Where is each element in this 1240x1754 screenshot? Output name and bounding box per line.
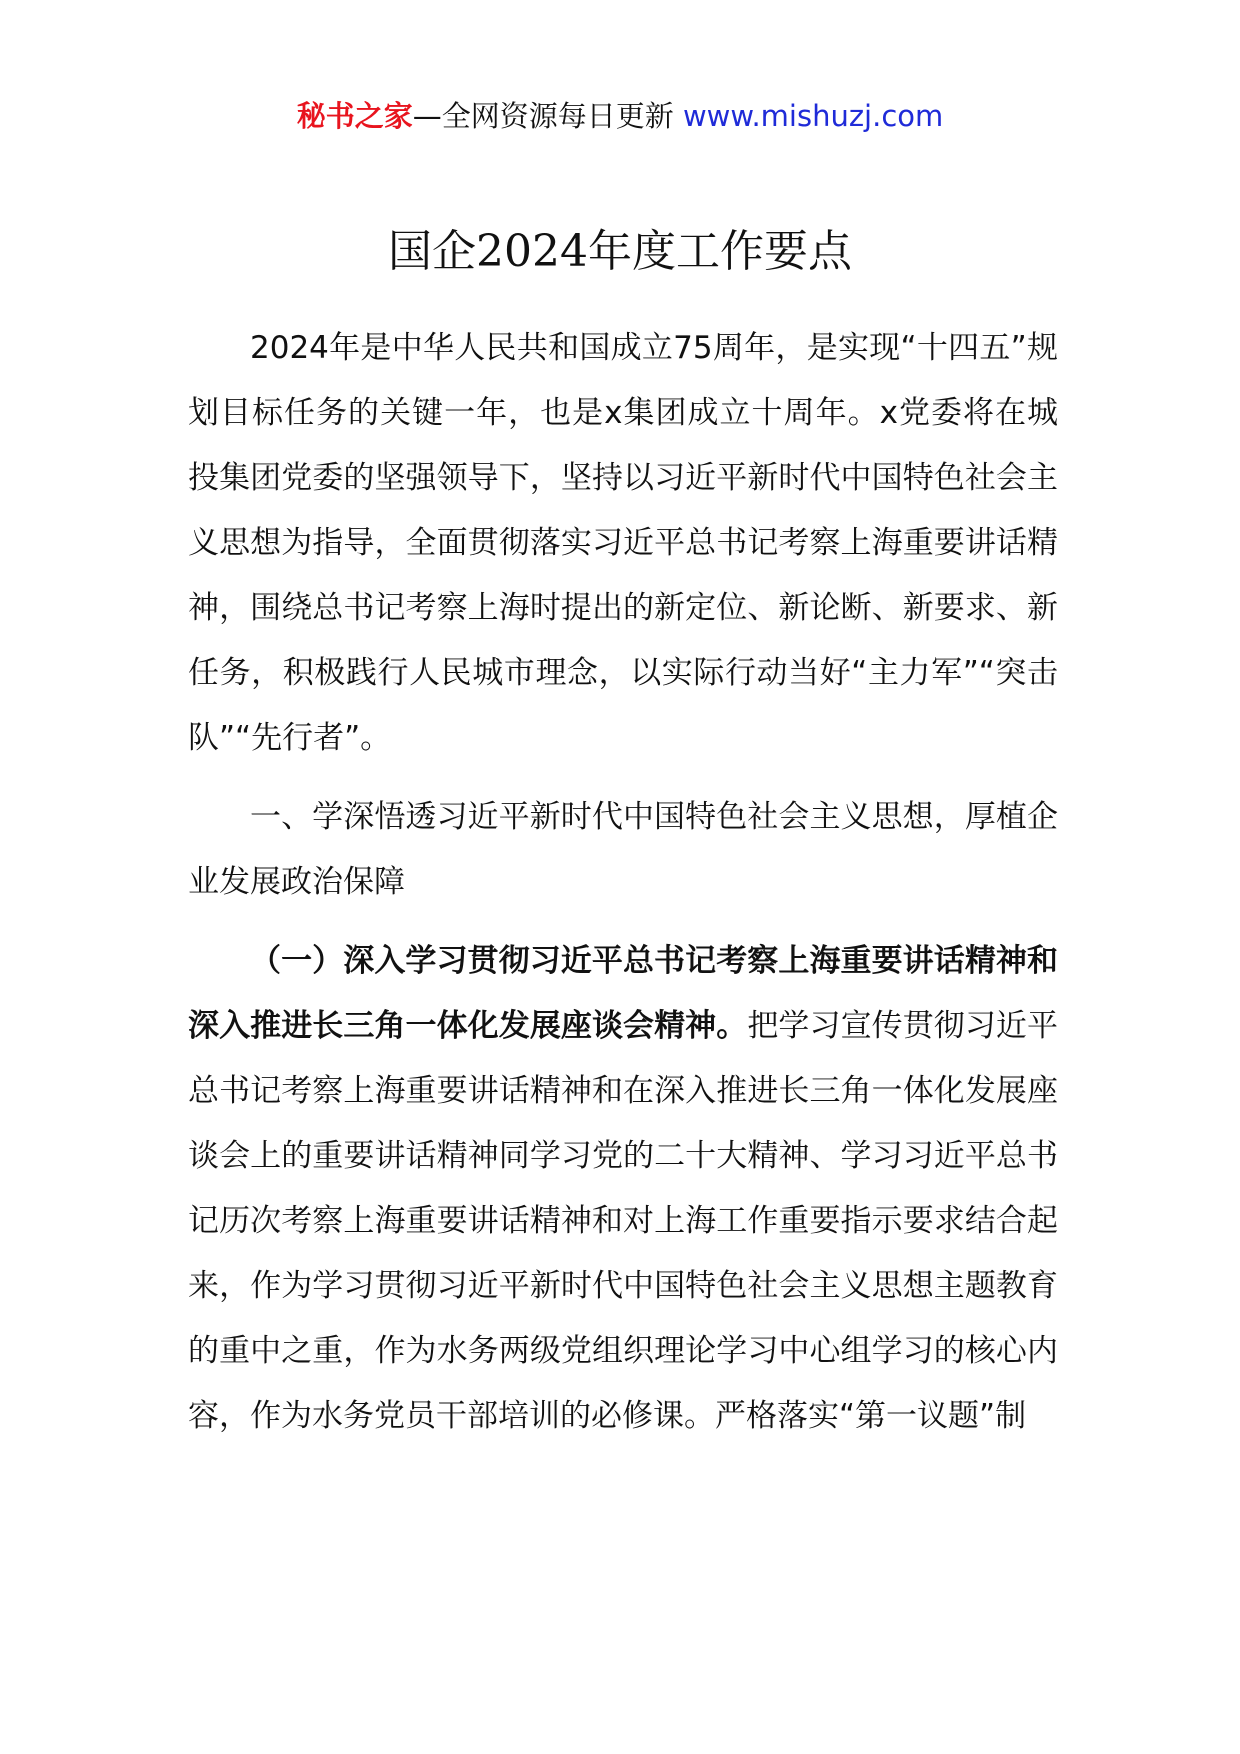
brand-name: 秘书之家 xyxy=(296,99,413,133)
intro-paragraph: 2024年是中华人民共和国成立75周年，是实现“十四五”规划目标任务的关键一年，也是x集团成立十周年。x党委将在城投集团党委的坚强领导下，坚持以习近平新时代中国特色社会主义思想为指导，全面贯彻落实习近平总书记考察上海重要讲话精神，围绕总书记考察上海时提出的新定位、新论断、新要求、新任务，积极践行人民城市理念，以实际行动当好“主力军”“突击队”“先行者”。 xyxy=(188,330,1058,756)
document-body xyxy=(188,316,1058,1449)
title-suffix: 年度工作要点 xyxy=(587,226,852,277)
subsection-1-text: 把学习宣传贯彻习近平总书记考察上海重要讲话精神和在深入推进长三角一体化发展座谈会上的重要讲话精神同学习党的二十大精神、学习习近平总书记历次考察上海重要讲话精神和对上海工作重要指示要求结合起来，作为学习贯彻习近平新时代中国特色社会主义思想主题教育的重中之重，作为水务两级党组织理论学习中心组学习的核心内容，作为水务党员干部培训的必修课。严格落实“第一议题”制 xyxy=(188,1008,1059,1434)
document-title xyxy=(0,222,1240,282)
subsection-1-bold-lead: （一）深入学习贯彻习近平总书记考察上海重要讲话精神和深入推进长三角一体化发展座谈会精神。 xyxy=(188,943,1058,1044)
site-header-banner xyxy=(0,96,1240,136)
section-1-heading: 一、学深悟透习近平新时代中国特色社会主义思想，厚植企业发展政治保障 xyxy=(188,799,1058,900)
subsection-1-paragraph xyxy=(188,929,1058,1449)
title-year: 2024 xyxy=(476,226,588,277)
title-prefix: 国企 xyxy=(388,226,476,277)
site-url-link[interactable]: www.mishuzj.com xyxy=(682,99,944,133)
site-slogan: —全网资源每日更新 xyxy=(412,99,683,133)
